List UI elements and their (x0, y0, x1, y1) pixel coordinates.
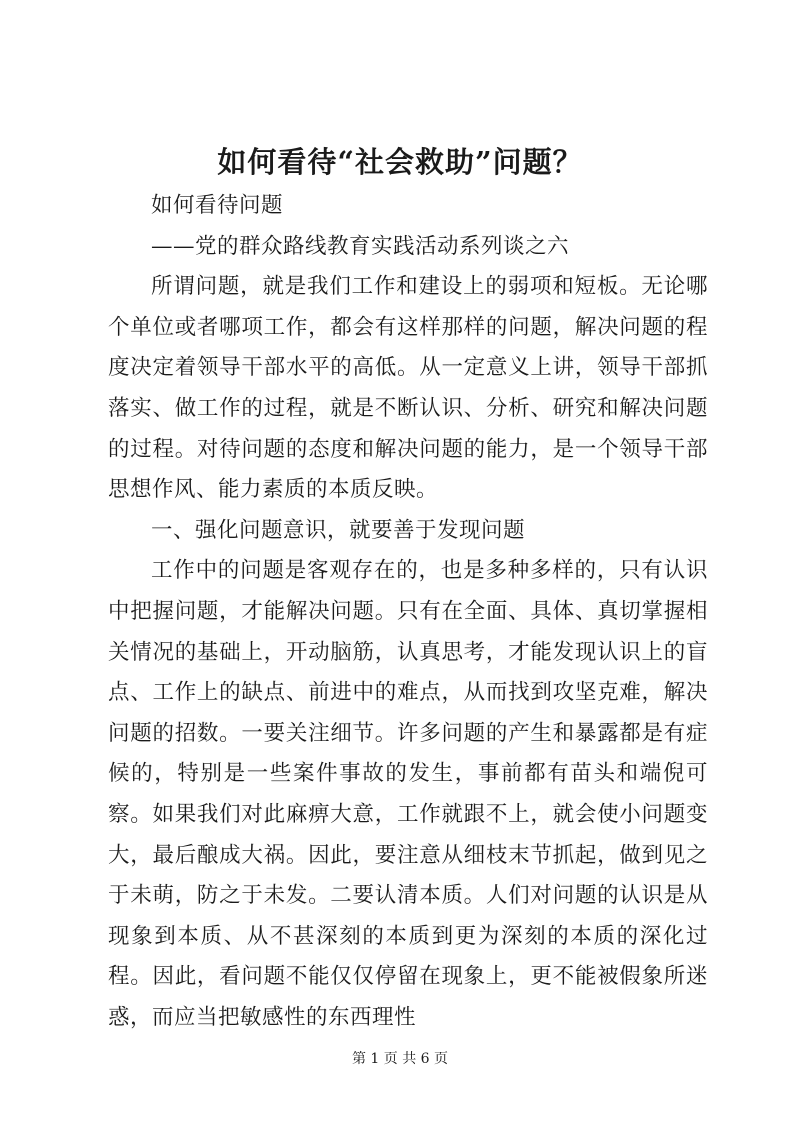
document-title: 如何看待“社会救助”问题？ (217, 145, 583, 179)
series-subtitle: ——党的群众路线教育实践活动系列谈之六 (151, 233, 570, 259)
page-number-footer: 第 1 页 共 6 页 (351, 1051, 449, 1067)
body-paragraph: 工作中的问题是客观存在的，也是多种多样的，只有认识中把握问题，才能解决问题。只有在全面、具体、真切掌握相关情况的基础上，开动脑筋，认真思考，才能发现认识上的盲点、工作上的缺点、前进中的难点，从而找到攻坚克难，解决问题的招数。一要关注细节。许多问题的产生和暴露都是有症候的，特别是一些案件事故的发生，事前都有苗头和端倪可察。如果我们对此麻痹大意，工作就跟不上，就会使小问题变大，最后酿成大祸。因此，要注意从细枝末节抓起，做到见之于未萌，防之于未发。二要认清本质。人们对问题的认识是从现象到本质、从不甚深刻的本质到更为深刻的本质的深化过程。因此，看问题不能仅仅停留在现象上，更不能被假象所迷惑，而应当把敏感性的东西理性 (108, 558, 708, 1030)
section-heading: 一、强化问题意识，就要善于发现问题 (151, 517, 526, 543)
body-paragraph: 所谓问题，就是我们工作和建设上的弱项和短板。无论哪个单位或者哪项工作，都会有这样那样的问题，解决问题的程度决定着领导干部水平的高低。从一定意义上讲，领导干部抓落实、做工作的过程，就是不断认识、分析、研究和解决问题的过程。对待问题的态度和解决问题的能力，是一个领导干部思想作风、能力素质的本质反映。 (108, 274, 708, 503)
document-body (108, 186, 708, 1038)
subtitle-heading: 如何看待问题 (151, 193, 284, 218)
